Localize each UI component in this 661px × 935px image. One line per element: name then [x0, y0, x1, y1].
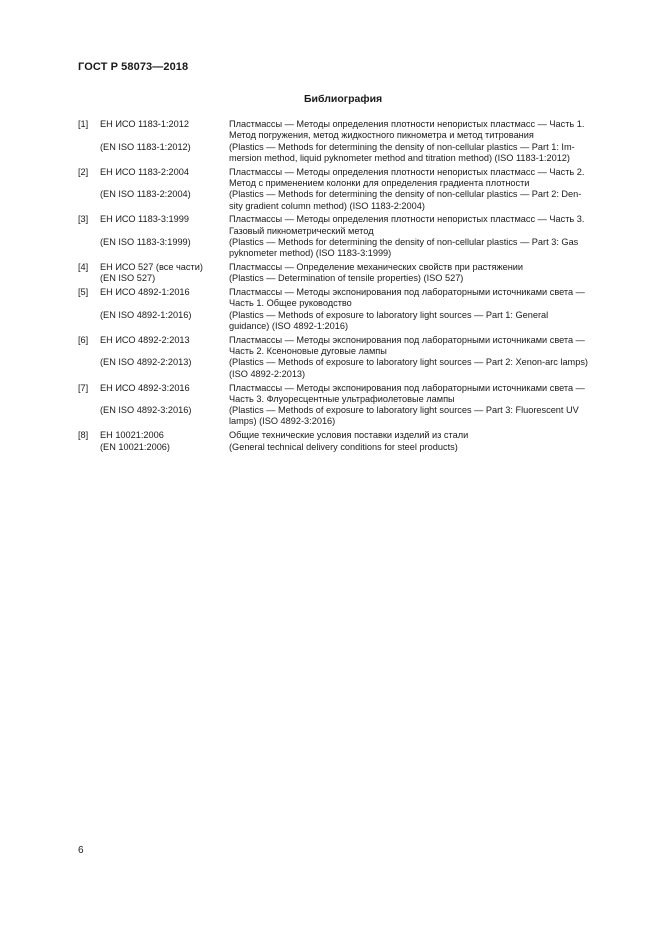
standard-title: mersion method, liquid pyknometer method and titration method) (ISO 1183-1:2012) — [229, 152, 570, 163]
entry-number — [78, 189, 100, 200]
standard-code: (EN ISO 1183-3:1999) — [100, 236, 191, 247]
bibliography-row — [78, 346, 618, 357]
page-number: 6 — [78, 845, 84, 856]
standard-title: (Plastics — Methods of exposure to laboratory light sources — Part 2: Xenon-arc lamps) — [229, 357, 588, 368]
entry-number — [78, 310, 100, 321]
bibliography-row — [78, 248, 618, 259]
entry-number — [78, 226, 100, 237]
standard-code: (EN ISO 1183-1:2012) — [100, 141, 191, 152]
entry-number — [78, 201, 100, 212]
bibliography-row — [78, 430, 618, 441]
standard-title: (Plastics — Methods of exposure to laboratory light sources — Part 1: General — [229, 309, 549, 320]
standard-code: ЕН 10021:2006 — [100, 430, 164, 441]
standard-title: Пластмассы — Методы определения плотности непористых пластмасс — Часть 1. — [229, 119, 585, 129]
entry-number: [8] — [78, 430, 89, 441]
standard-title: Пластмассы — Методы определения плотности непористых пластмасс — Часть 2. — [229, 166, 585, 177]
bibliography-row — [78, 167, 618, 178]
bibliography-row — [78, 369, 618, 380]
standard-code: (EN ISO 4892-3:2016) — [100, 405, 192, 416]
standard-code: ЕН ИСО 1183-3:1999 — [100, 214, 189, 225]
section-title: Библиография — [304, 93, 383, 105]
entry-number — [78, 321, 100, 332]
standard-code: ЕН ИСО 1183-1:2012 — [100, 119, 189, 129]
entry-number — [78, 405, 100, 416]
standard-title: (Plastics — Methods of exposure to laboratory light sources — Part 3: Fluorescent UV — [229, 405, 579, 416]
bibliography-row — [78, 201, 618, 212]
entry-number: [1] — [78, 119, 89, 129]
bibliography-entry — [78, 214, 618, 259]
standard-code: (EN ISO 527) — [100, 273, 156, 284]
entry-number — [78, 394, 100, 405]
bibliography-row — [78, 153, 618, 164]
bibliography-row — [78, 226, 618, 237]
standard-title: Пластмассы — Методы определения плотности непористых пластмасс — Часть 3. — [229, 214, 585, 225]
standard-title: guidance) (ISO 4892-1:2016) — [229, 321, 349, 332]
bibliography-row — [78, 335, 618, 346]
standard-code: ЕН ИСО 527 (все части) — [100, 262, 203, 273]
bibliography-row — [78, 273, 618, 284]
entry-number — [78, 369, 100, 380]
bibliography-entry — [78, 262, 618, 285]
standard-title: (Plastics — Methods for determining the density of non-cellular plastics — Part 3: Gas — [229, 236, 579, 247]
bibliography-entry — [78, 430, 618, 453]
bibliography-row — [78, 214, 618, 225]
standard-code — [100, 416, 229, 427]
bibliography-row — [78, 119, 618, 130]
standard-code — [100, 298, 229, 309]
bibliography-entry — [78, 167, 618, 212]
entry-number — [78, 442, 100, 453]
bibliography-row — [78, 298, 618, 309]
bibliography-row — [78, 321, 618, 332]
bibliography-row — [78, 287, 618, 298]
standard-code — [100, 178, 229, 189]
standard-code: (EN 10021:2006) — [100, 441, 170, 452]
standard-title: Часть 3. Флуоресцентные ультрафиолетовые лампы — [229, 393, 455, 404]
standard-code: (EN ISO 4892-2:2013) — [100, 357, 192, 368]
bibliography-row — [78, 142, 618, 153]
standard-code — [100, 346, 229, 357]
standard-title: (Plastics — Determination of tensile properties) (ISO 527) — [229, 273, 464, 284]
standard-code: ЕН ИСО 4892-2:2013 — [100, 334, 190, 345]
bibliography-entry — [78, 287, 618, 332]
standard-title: Пластмассы — Методы экспонирования под лабораторными источниками света — — [229, 334, 585, 345]
standard-title: (ISO 4892-2:2013) — [229, 368, 306, 379]
entry-number — [78, 273, 100, 284]
bibliography-list — [78, 119, 618, 455]
bibliography-row — [78, 189, 618, 200]
standard-title: pyknometer method) (ISO 1183-3:1999) — [229, 248, 392, 259]
bibliography-entry — [78, 119, 618, 164]
entry-number: [4] — [78, 262, 89, 273]
bibliography-row — [78, 310, 618, 321]
bibliography-row — [78, 130, 618, 141]
entry-number — [78, 248, 100, 259]
standard-title: Метод с применением колонки для определения градиента плотности — [229, 177, 530, 188]
standard-title: (Plastics — Methods for determining the density of non-cellular plastics — Part 1: Im- — [229, 141, 575, 152]
standard-code: ЕН ИСО 4892-3:2016 — [100, 382, 190, 393]
standard-code: (EN ISO 1183-2:2004) — [100, 189, 191, 200]
standard-code — [100, 226, 229, 237]
standard-code — [100, 130, 229, 141]
standard-title: Часть 1. Общее руководство — [229, 298, 352, 309]
standard-title: lamps) (ISO 4892-3:2016) — [229, 416, 336, 427]
bibliography-entry — [78, 383, 618, 428]
document-header: ГОСТ Р 58073—2018 — [78, 61, 189, 73]
standard-title: (Plastics — Methods for determining the density of non-cellular plastics — Part 2: Den- — [229, 189, 582, 200]
entry-number — [78, 237, 100, 248]
standard-code: (EN ISO 4892-1:2016) — [100, 309, 192, 320]
entry-number: [2] — [78, 166, 89, 177]
standard-title: Пластмассы — Методы экспонирования под лабораторными источниками света — — [229, 382, 585, 393]
standard-title: (General technical delivery conditions for steel products) — [229, 441, 458, 452]
bibliography-row — [78, 178, 618, 189]
standard-title: Пластмассы — Методы экспонирования под лабораторными источниками света — — [229, 287, 585, 298]
bibliography-row — [78, 262, 618, 273]
standard-title: Пластмассы — Определение механических свойств при растяжении — [229, 262, 524, 273]
entry-number — [78, 298, 100, 309]
standard-title: Метод погружения, метод жидкостного пикнометра и метод титрования — [229, 130, 534, 141]
bibliography-entry — [78, 335, 618, 380]
bibliography-row — [78, 442, 618, 453]
standard-title: Общие технические условия поставки изделий из стали — [229, 430, 469, 441]
standard-title: Часть 2. Ксеноновые дуговые лампы — [229, 346, 387, 357]
standard-code — [100, 321, 229, 332]
standard-code — [100, 248, 229, 259]
standard-code — [100, 201, 229, 212]
entry-number — [78, 178, 100, 189]
entry-number: [5] — [78, 287, 89, 298]
standard-title: Газовый пикнометрический метод — [229, 225, 374, 236]
entry-number — [78, 357, 100, 368]
entry-number — [78, 153, 100, 164]
bibliography-row — [78, 416, 618, 427]
bibliography-row — [78, 357, 618, 368]
standard-code — [100, 153, 229, 164]
standard-code: ЕН ИСО 1183-2:2004 — [100, 166, 189, 177]
entry-number — [78, 130, 100, 141]
entry-number — [78, 416, 100, 427]
standard-code: ЕН ИСО 4892-1:2016 — [100, 287, 190, 298]
entry-number: [6] — [78, 334, 89, 345]
bibliography-row — [78, 405, 618, 416]
bibliography-row — [78, 394, 618, 405]
entry-number — [78, 346, 100, 357]
standard-code — [100, 394, 229, 405]
entry-number: [7] — [78, 382, 89, 393]
entry-number: [3] — [78, 214, 89, 225]
bibliography-row — [78, 237, 618, 248]
standard-title: sity gradient column method) (ISO 1183-2:2004) — [229, 200, 425, 211]
entry-number — [78, 142, 100, 153]
standard-code — [100, 369, 229, 380]
bibliography-row — [78, 383, 618, 394]
